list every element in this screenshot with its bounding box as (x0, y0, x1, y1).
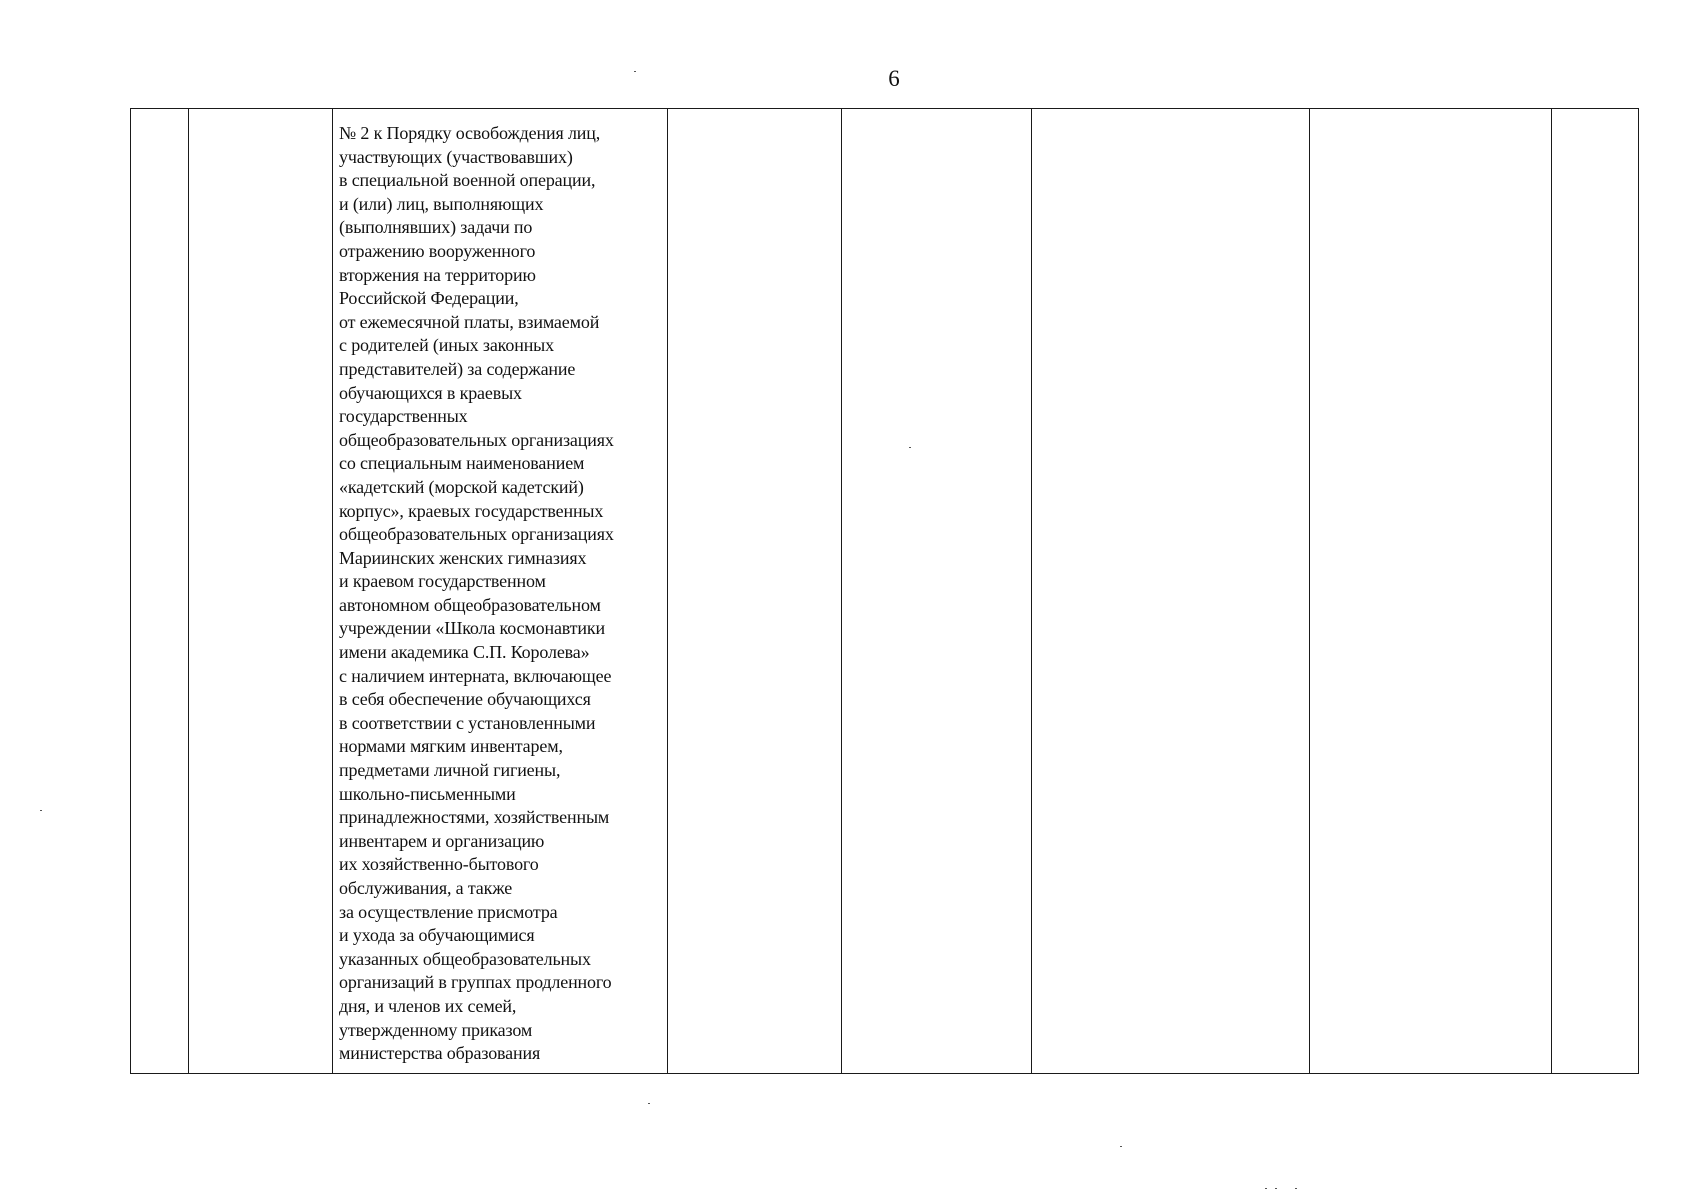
text-line: корпус», краевых государственных (339, 500, 604, 521)
scan-speck (1275, 1188, 1277, 1189)
table-row (131, 109, 1639, 1074)
text-line: автономном общеобразовательном (339, 594, 601, 615)
text-line: министерства образования (339, 1043, 541, 1064)
text-line: с родителей (иных законных (339, 335, 554, 356)
scan-speck (634, 71, 636, 72)
text-line: Мариинских женских гимназиях (339, 547, 587, 568)
text-line: обслуживания, а также (339, 878, 513, 898)
text-line: учреждении «Школа космонавтики (339, 618, 605, 639)
text-line: участвующих (участвовавших) (339, 146, 573, 167)
text-line: вторжения на территорию (339, 264, 536, 285)
text-line: имени академика С.П. Королева» (339, 642, 590, 663)
text-line: обучающихся в краевых (339, 382, 522, 403)
text-line: от ежемесячной платы, взимаемой (339, 311, 600, 332)
text-line: и краевом государственном (339, 571, 546, 592)
scan-speck (40, 810, 42, 811)
text-line: за осуществление присмотра (339, 901, 558, 922)
text-line: предметами личной гигиены, (339, 760, 561, 781)
text-line: дня, и членов их семей, (339, 995, 517, 1016)
text-line: в себя обеспечение обучающихся (339, 689, 591, 710)
text-line: в соответствии с установленными (339, 712, 596, 733)
text-line: представителей) за содержание (339, 358, 576, 379)
text-line: нормами мягким инвентарем, (339, 736, 563, 757)
text-line: принадлежностями, хозяйственным (339, 807, 610, 828)
text-line: Российской Федерации, (339, 288, 519, 309)
scan-speck (1265, 1188, 1267, 1189)
table-cell-col-8 (1552, 109, 1639, 1074)
text-line: со специальным наименованием (339, 453, 585, 474)
scan-speck (1120, 1146, 1122, 1147)
text-line: указанных общеобразовательных (339, 948, 591, 969)
table-cell-col-1 (131, 109, 189, 1074)
text-line: утвержденному приказом (339, 1019, 533, 1040)
cell-text-block (333, 109, 667, 1066)
text-line: общеобразовательных организациях (339, 524, 614, 545)
document-table (130, 108, 1639, 1074)
table-cell-col-4 (668, 109, 842, 1074)
text-line: в специальной военной операции, (339, 170, 596, 191)
table-cell-col-5 (842, 109, 1032, 1074)
text-line: общеобразовательных организациях (339, 429, 614, 450)
text-line: № 2 к Порядку освобождения лиц, (339, 123, 601, 143)
text-line: государственных (339, 406, 468, 427)
text-line: «кадетский (морской кадетский) (339, 476, 584, 497)
text-line: и ухода за обучающимися (339, 925, 535, 946)
text-line: их хозяйственно-бытового (339, 854, 539, 875)
table-cell-col-2 (189, 109, 333, 1074)
page-number: 6 (888, 66, 900, 91)
text-line: организаций в группах продленного (339, 972, 612, 993)
text-line: отражению вооруженного (339, 240, 536, 261)
text-line: и (или) лиц, выполняющих (339, 193, 544, 214)
scan-speck (909, 447, 911, 448)
text-line: с наличием интерната, включающее (339, 665, 612, 686)
text-line: инвентарем и организацию (339, 830, 545, 851)
text-line: (выполнявших) задачи по (339, 217, 533, 238)
table-cell-col-3 (333, 109, 668, 1074)
table-cell-col-6 (1032, 109, 1310, 1074)
text-line: школьно-письменными (339, 783, 516, 804)
table-cell-col-7 (1310, 109, 1552, 1074)
scan-speck (1295, 1188, 1297, 1189)
scan-speck (648, 1103, 650, 1104)
